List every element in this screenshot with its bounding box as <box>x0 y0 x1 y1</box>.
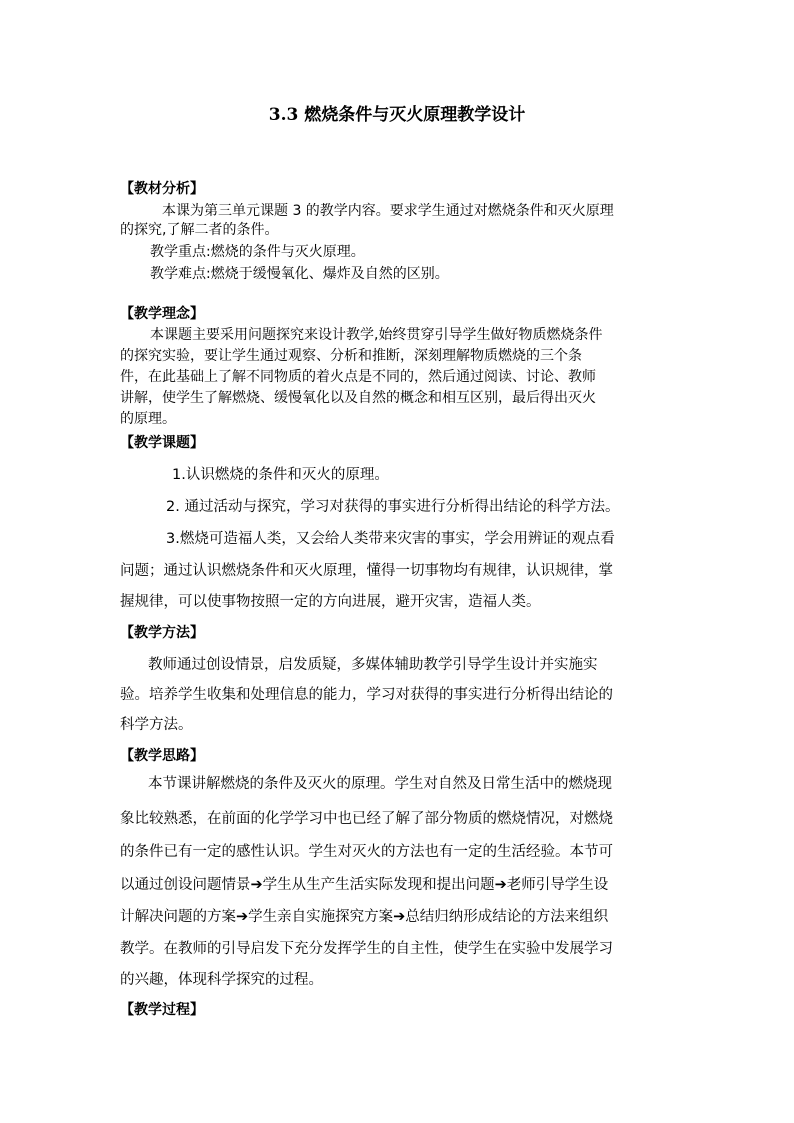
section-heading-philosophy: 【教学理念】 <box>120 306 204 322</box>
philosophy-line: 件，在此基础上了解不同物质的着火点是不同的，然后通过阅读、讨论、教师 <box>120 369 596 385</box>
philosophy-line: 本课题主要采用问题探究来设计教学,始终贯穿引导学生做好物质燃烧条件 <box>150 327 603 343</box>
topics-line: 3.燃烧可造福人类，又会给人类带来灾害的事实，学会用辨证的观点看 <box>166 531 615 547</box>
methods-line: 验。培养学生收集和处理信息的能力，学习对获得的事实进行分析得出结论的 <box>120 687 613 703</box>
analysis-line: 教学难点:燃烧于缓慢氧化、爆炸及自然的区别。 <box>150 266 449 282</box>
approach-line: 象比较熟悉，在前面的化学学习中也已经了解了部分物质的燃烧情况，对燃烧 <box>120 811 613 827</box>
analysis-line: 本课为第三单元课题 3 的教学内容。要求学生通过对燃烧条件和灭火原理 <box>162 203 614 219</box>
section-heading-methods: 【教学方法】 <box>120 625 204 641</box>
page-title: 3.3 燃烧条件与灭火原理教学设计 <box>268 105 526 125</box>
philosophy-line: 的探究实验，要让学生通过观察、分析和推断，深刻理解物质燃烧的三个条 <box>120 348 582 364</box>
approach-line: 的兴趣，体现科学探究的过程。 <box>120 972 323 988</box>
analysis-line: 的探究,了解二者的条件。 <box>120 222 279 238</box>
methods-line: 教师通过创设情景，启发质疑，多媒体辅助教学引导学生设计并实施实 <box>148 657 598 673</box>
approach-line: 的条件已有一定的感性认识。学生对灭火的方法也有一定的生活经验。本节可 <box>120 844 613 860</box>
philosophy-line: 的原理。 <box>120 411 176 427</box>
section-heading-analysis: 【教材分析】 <box>120 181 204 197</box>
section-heading-topics: 【教学课题】 <box>120 435 204 451</box>
approach-line: 教学。在教师的引导启发下充分发挥学生的自主性，使学生在实验中发展学习 <box>120 941 613 957</box>
topics-line: 问题；通过认识燃烧条件和灭火原理，懂得一切事物均有规律，认识规律，掌 <box>120 563 613 579</box>
approach-line: 计解决问题的方案➔学生亲自实施探究方案➔总结归纳形成结论的方法来组织 <box>120 909 609 925</box>
topics-line: 握规律，可以使事物按照一定的方向进展，避开灾害，造福人类。 <box>120 594 541 610</box>
section-heading-approach: 【教学思路】 <box>120 748 204 764</box>
philosophy-line: 讲解，使学生了解燃烧、缓慢氧化以及自然的概念和相互区别，最后得出灭火 <box>120 390 596 406</box>
section-heading-process: 【教学过程】 <box>120 1002 204 1018</box>
approach-line: 本节课讲解燃烧的条件及灭火的原理。学生对自然及日常生活中的燃烧现 <box>148 776 612 792</box>
approach-line: 以通过创设问题情景➔学生从生产生活实际发现和提出问题➔老师引导学生设 <box>120 877 609 893</box>
topics-line: 1.认识燃烧的条件和灭火的原理。 <box>172 467 389 483</box>
methods-line: 科学方法。 <box>120 717 193 733</box>
topics-line: 2. 通过活动与探究，学习对获得的事实进行分析得出结论的科学方法。 <box>166 499 620 515</box>
analysis-line: 教学重点:燃烧的条件与灭火原理。 <box>150 244 365 260</box>
